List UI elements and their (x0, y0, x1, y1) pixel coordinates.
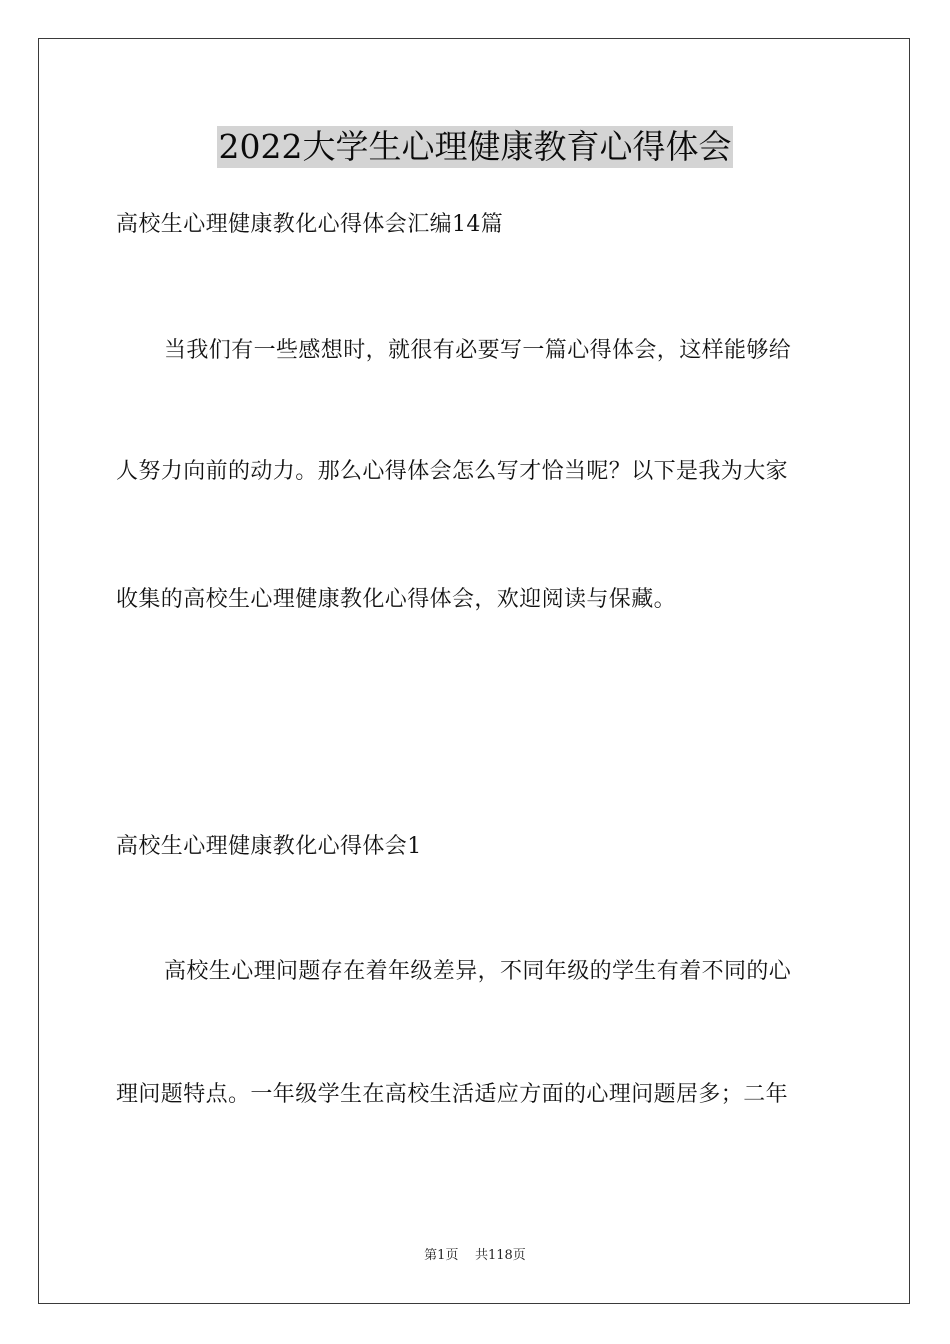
page-number: 第1页 (424, 1248, 459, 1263)
section-line-2: 理问题特点。一年级学生在高校生活适应方面的心理问题居多；二年 (116, 1082, 789, 1107)
document-subtitle: 高校生心理健康教化心得体会汇编14篇 (116, 212, 504, 237)
title-container (0, 126, 950, 168)
document-title: 2022大学生心理健康教育心得体会 (218, 127, 732, 166)
section-heading: 高校生心理健康教化心得体会1 (116, 834, 422, 859)
page-footer (0, 1247, 950, 1265)
intro-line-3: 收集的高校生心理健康教化心得体会，欢迎阅读与保藏。 (116, 587, 677, 612)
intro-line-1: 当我们有一些感想时，就很有必要写一篇心得体会，这样能够给 (164, 338, 792, 363)
section-line-1: 高校生心理问题存在着年级差异，不同年级的学生有着不同的心 (164, 959, 792, 984)
intro-line-2: 人努力向前的动力。那么心得体会怎么写才恰当呢？以下是我为大家 (116, 459, 789, 484)
total-pages: 共118页 (474, 1248, 526, 1263)
